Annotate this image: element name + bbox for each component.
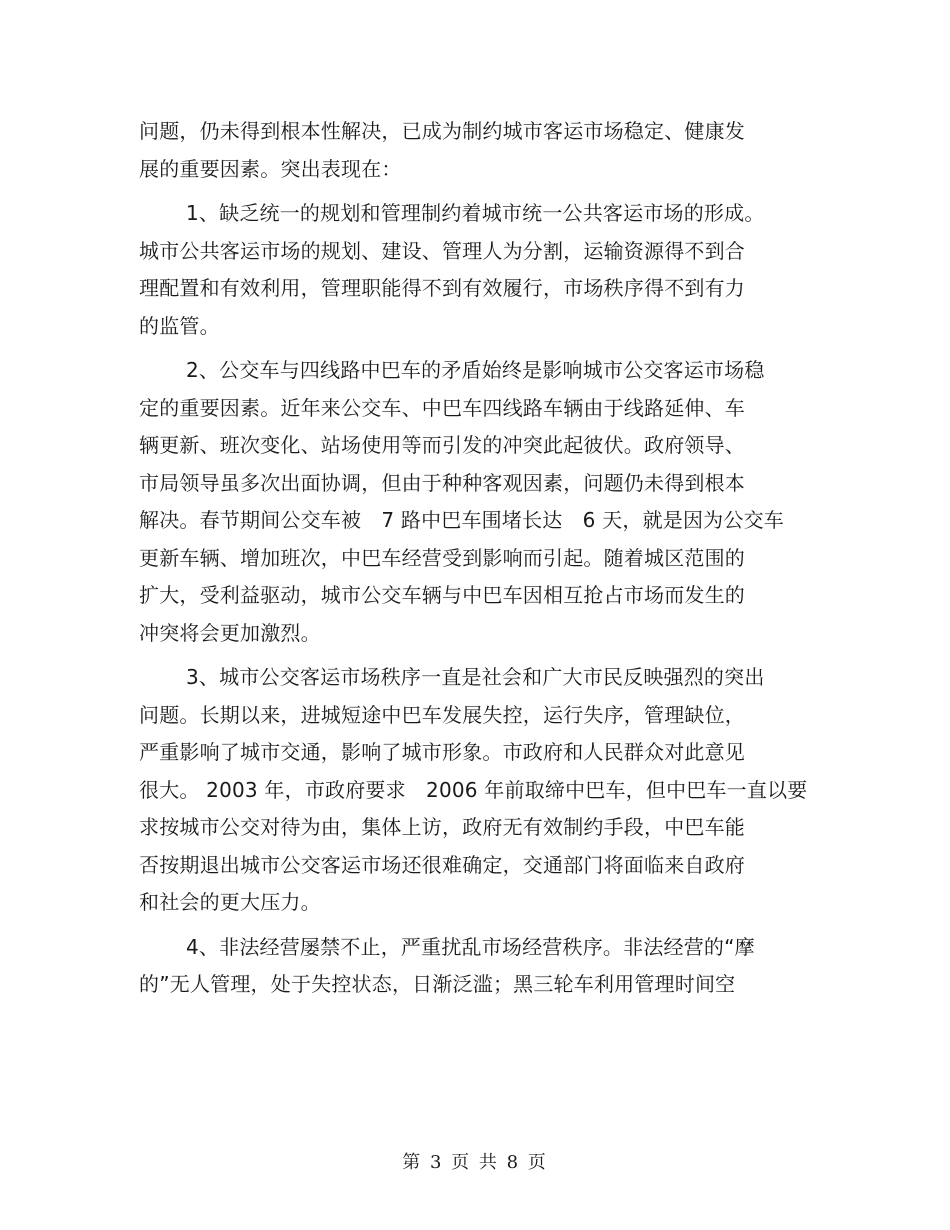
text-line: 严重影响了城市交通，影响了城市形象。市政府和人民群众对此意见 (139, 740, 745, 764)
text-line: 市局领导虽多次出面协调，但由于种种客观因素，问题仍未得到根本 (139, 470, 745, 495)
text-line: 问题，仍未得到根本性解决，已成为制约城市客运市场稳定、健康发 (139, 119, 745, 143)
text-line: 城市公共客运市场的规划、建设、管理人为分割，运输资源得不到合 (139, 238, 745, 263)
paragraph-2-start: 2、公交车与四线路中巴车的矛盾始终是影响城市公交客运市场稳 (186, 358, 765, 382)
text-line: 否按期退出城市公交客运市场还很难确定，交通部门将面临来自政府 (139, 852, 745, 877)
text-line: 和社会的更大压力。 (139, 890, 321, 914)
text-line: 很大。 2003 年，市政府要求 2006 年前取缔中巴车，但中巴车一直以要 (139, 777, 808, 802)
text-line: 的监管。 (139, 313, 220, 338)
paragraph-4-start: 4、非法经营屡禁不止，严重扰乱市场经营秩序。非法经营的“摩 (186, 934, 755, 959)
text-line: 问题。长期以来，进城短途中巴车发展失控，运行失序，管理缺位， (139, 702, 745, 727)
text-line: 理配置和有效利用，管理职能得不到有效履行，市场秩序得不到有力 (139, 276, 745, 300)
text-line: 辆更新、班次变化、站场使用等而引发的冲突此起彼伏。政府领导、 (139, 433, 745, 457)
text-line: 更新车辆、增加班次，中巴车经营受到影响而引起。随着城区范围的 (139, 545, 745, 570)
text-line: 求按城市公交对待为由，集体上访，政府无有效制约手段，中巴车能 (139, 815, 745, 839)
text-line: 解决。春节期间公交车被 7 路中巴车围堵长达 6 天，就是因为公交车 (139, 508, 784, 532)
paragraph-3-start: 3、城市公交客运市场秩序一直是社会和广大市民反映强烈的突出 (186, 665, 765, 689)
paragraph-1-start: 1、缺乏统一的规划和管理制约着城市统一公共客运市场的形成。 (186, 201, 765, 225)
text-line: 的”无人管理，处于失控状态，日渐泛滥；黑三轮车利用管理时间空 (139, 972, 736, 996)
text-line: 定的重要因素。近年来公交车、中巴车四线路车辆由于线路延伸、车 (139, 395, 745, 420)
page-number-footer: 第 3 页 共 8 页 (402, 1152, 548, 1173)
text-line: 展的重要因素。突出表现在： (139, 156, 402, 181)
text-line: 冲突将会更加激烈。 (139, 620, 321, 645)
text-line: 扩大，受利益驱动，城市公交车辆与中巴车因相互抢占市场而发生的 (139, 583, 745, 607)
body-text (139, 113, 808, 1004)
